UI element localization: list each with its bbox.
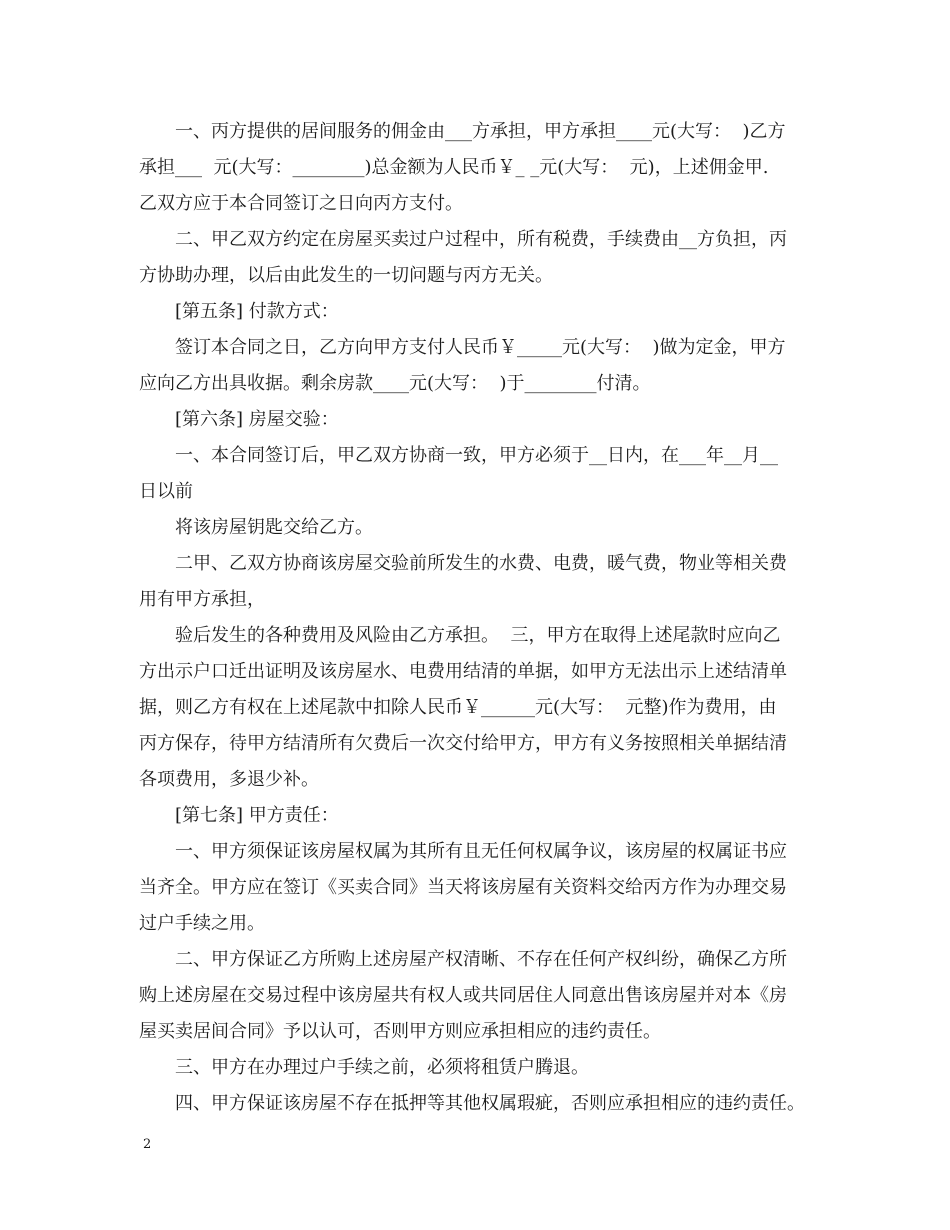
text-line: 一、丙方提供的居间服务的佣金由___方承担，甲方承担____元(大写： )乙方 <box>175 121 786 142</box>
text-line: [第五条] 付款方式： <box>175 301 339 322</box>
text-line: 三、甲方在办理过户手续之前，必须将租赁户腾退。 <box>175 1057 589 1078</box>
text-line: 过户手续之用。 <box>139 913 265 934</box>
text-line: 应向乙方出具收据。剩余房款____元(大写： )于________付清。 <box>139 373 651 394</box>
text-line: [第六条] 房屋交验： <box>175 409 339 430</box>
text-line: 一、甲方须保证该房屋权属为其所有且无任何权属争议，该房屋的权属证书应 <box>175 841 787 862</box>
text-line: 将该房屋钥匙交给乙方。 <box>175 517 373 538</box>
text-line: 屋买卖居间合同》予以认可，否则甲方则应承担相应的违约责任。 <box>139 1021 661 1042</box>
text-line: 签订本合同之日，乙方向甲方支付人民币￥_____元(大写： )做为定金，甲方 <box>175 337 786 358</box>
text-line: 二、甲方保证乙方所购上述房屋产权清晰、不存在任何产权纠纷，确保乙方所 <box>175 949 787 970</box>
text-line: 购上述房屋在交易过程中该房屋共有权人或共同居住人同意出售该房屋并对本《房 <box>139 985 787 1006</box>
text-line: 丙方保存，待甲方结清所有欠费后一次交付给甲方，甲方有义务按照相关单据结清 <box>139 733 787 754</box>
text-line: 二、甲乙双方约定在房屋买卖过户过程中，所有税费，手续费由__方负担，丙 <box>175 229 787 250</box>
text-line: 承担___ 元(大写：________)总金额为人民币￥_ _元(大写： 元)，上述佣金甲. <box>139 157 769 178</box>
text-line: 各项费用，多退少补。 <box>139 769 319 790</box>
text-line: 四、甲方保证该房屋不存在抵押等其他权属瑕疵，否则应承担相应的违约责任。 <box>175 1093 805 1114</box>
text-line: 据，则乙方有权在上述尾款中扣除人民币￥______元(大写： 元整)作为费用，由 <box>139 697 777 718</box>
text-line: 方协助办理，以后由此发生的一切问题与丙方无关。 <box>139 265 553 286</box>
document-body <box>139 114 819 1122</box>
text-line: 乙双方应于本合同签订之日向丙方支付。 <box>139 193 463 214</box>
page-number: 2 <box>143 1137 152 1152</box>
text-line: [第七条] 甲方责任： <box>175 805 339 826</box>
text-line: 当齐全。甲方应在签订《买卖合同》当天将该房屋有关资料交给丙方作为办理交易 <box>139 877 787 898</box>
text-line: 用有甲方承担， <box>139 589 265 610</box>
text-line: 验后发生的各种费用及风险由乙方承担。 三，甲方在取得上述尾款时应向乙 <box>175 625 781 646</box>
text-line: 方出示户口迁出证明及该房屋水、电费用结清的单据，如甲方无法出示上述结清单 <box>139 661 787 682</box>
text-line: 日以前 <box>139 481 193 502</box>
text-line: 二甲、乙双方协商该房屋交验前所发生的水费、电费，暖气费，物业等相关费 <box>175 553 787 574</box>
text-line: 一、本合同签订后，甲乙双方协商一致，甲方必须于__日内，在___年__月__ <box>175 445 778 466</box>
